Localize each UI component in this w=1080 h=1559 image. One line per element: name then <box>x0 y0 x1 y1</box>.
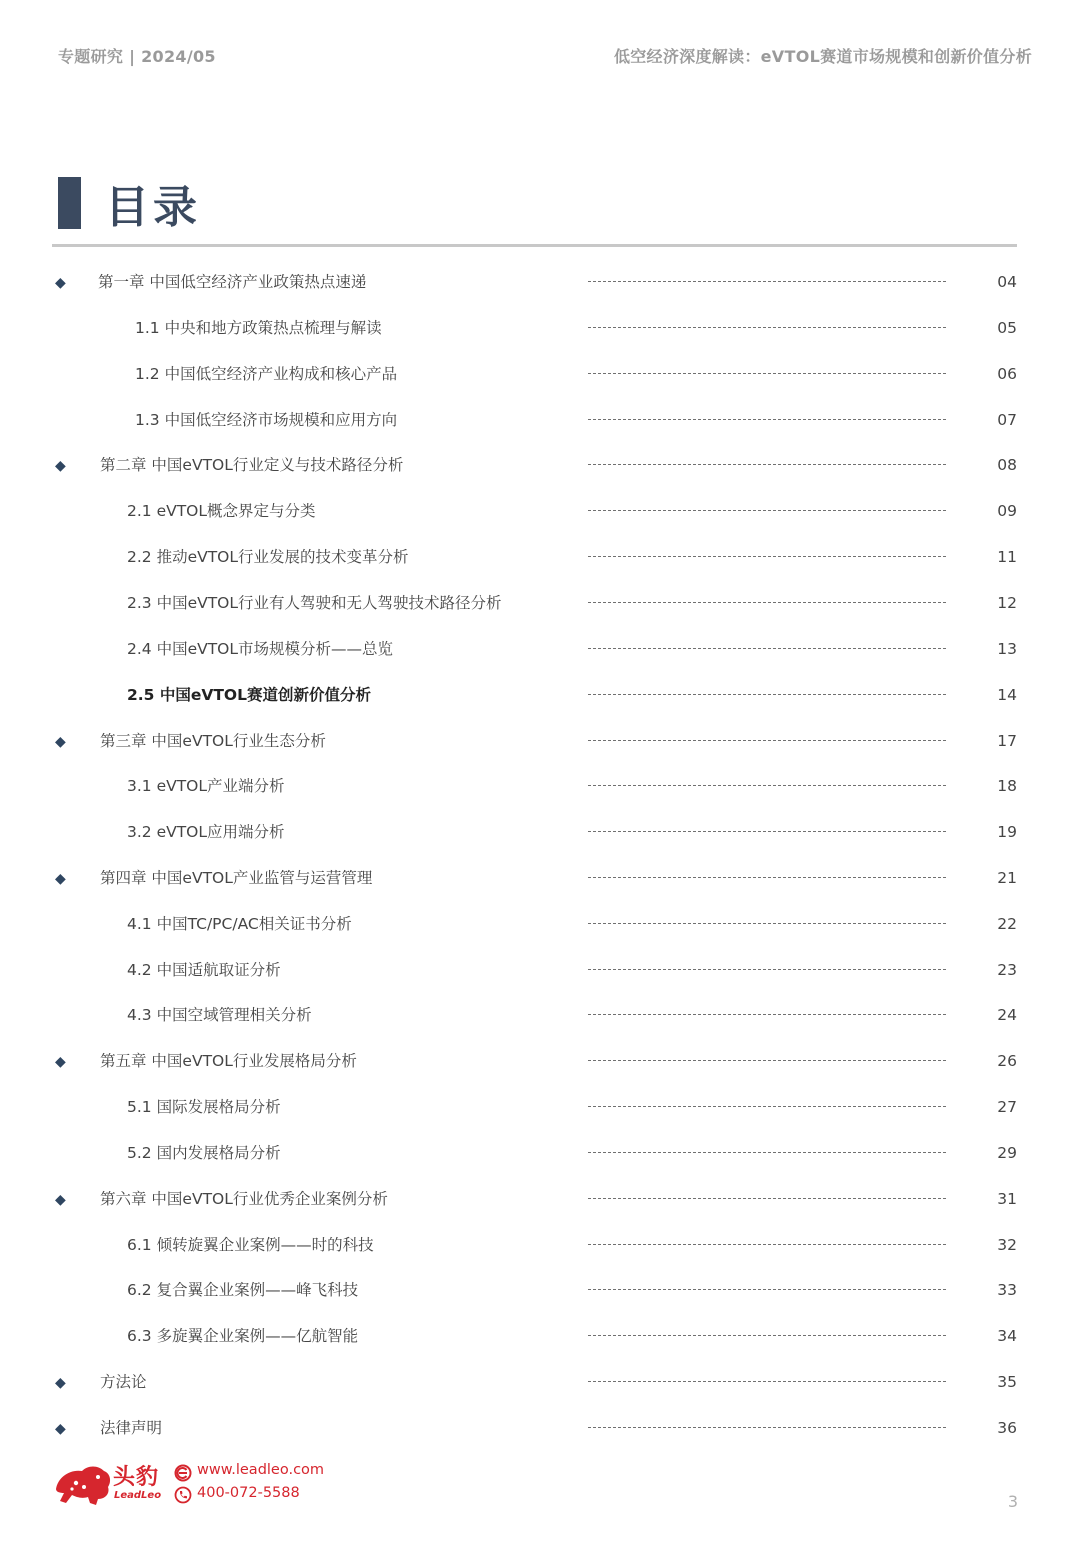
toc-entry-page: 24 <box>997 1006 1017 1024</box>
dotted-leader <box>588 923 946 924</box>
diamond-bullet-icon <box>55 1373 71 1393</box>
toc-entry-label: 2.3 中国eVTOL行业有人驾驶和无人驾驶技术路径分析 <box>127 594 502 612</box>
toc-entry-label: 5.2 国内发展格局分析 <box>127 1144 281 1162</box>
toc-entry-label: 1.3 中国低空经济市场规模和应用方向 <box>135 411 398 429</box>
toc-entry-chapter-5[interactable] <box>0 1049 1080 1079</box>
dotted-leader <box>588 1335 946 1336</box>
toc-entry-label: 第四章 中国eVTOL产业监管与运营管理 <box>100 869 373 887</box>
dotted-leader <box>588 1198 946 1199</box>
title-divider <box>52 244 1017 247</box>
diamond-bullet-icon <box>55 732 71 752</box>
header-right: 低空经济深度解读：eVTOL赛道市场规模和创新价值分析 <box>613 47 1032 66</box>
toc-entry-page: 12 <box>997 594 1017 612</box>
phone-number[interactable]: 400-072-5588 <box>197 1485 300 1501</box>
brand-name-cn: 头豹 <box>113 1465 160 1490</box>
toc-entry-chapter-6[interactable] <box>0 1187 1080 1217</box>
toc-entry-label: 第二章 中国eVTOL行业定义与技术路径分析 <box>100 456 404 474</box>
toc-entry-label: 2.2 推动eVTOL行业发展的技术变革分析 <box>127 548 409 566</box>
phone-icon <box>174 1486 192 1504</box>
dotted-leader <box>588 785 946 786</box>
toc-entry-1-3[interactable] <box>0 408 1080 438</box>
dotted-leader <box>588 694 946 695</box>
dotted-leader <box>588 373 946 374</box>
toc-entry-label: 6.3 多旋翼企业案例——亿航智能 <box>127 1327 359 1345</box>
dotted-leader <box>588 464 946 465</box>
toc-entry-page: 04 <box>997 273 1017 291</box>
toc-entry-label: 4.3 中国空域管理相关分析 <box>127 1006 312 1024</box>
dotted-leader <box>588 281 946 282</box>
toc-entry-label: 2.1 eVTOL概念界定与分类 <box>127 502 316 520</box>
dotted-leader <box>588 327 946 328</box>
diamond-bullet-icon <box>55 1190 71 1210</box>
web-e-icon <box>174 1464 192 1482</box>
toc-entry-label: 6.1 倾转旋翼企业案例——时的科技 <box>127 1236 374 1254</box>
toc-entry-4-3[interactable] <box>0 1003 1080 1033</box>
toc-entry-legal[interactable] <box>0 1416 1080 1446</box>
toc-entry-label: 第五章 中国eVTOL行业发展格局分析 <box>100 1052 357 1070</box>
toc-entry-6-2[interactable] <box>0 1278 1080 1308</box>
toc-entry-page: 36 <box>997 1419 1017 1437</box>
diamond-bullet-icon <box>55 869 71 889</box>
toc-entry-label: 1.1 中央和地方政策热点梳理与解读 <box>135 319 382 337</box>
toc-entry-page: 21 <box>997 869 1017 887</box>
dotted-leader <box>588 1152 946 1153</box>
toc-entry-page: 14 <box>997 686 1017 704</box>
toc-entry-chapter-1[interactable] <box>0 270 1080 300</box>
toc-entry-label: 4.2 中国适航取证分析 <box>127 961 281 979</box>
toc-entry-label: 1.2 中国低空经济产业构成和核心产品 <box>135 365 398 383</box>
toc-entry-2-3[interactable] <box>0 591 1080 621</box>
dotted-leader <box>588 969 946 970</box>
toc-entry-page: 13 <box>997 640 1017 658</box>
toc-entry-2-2[interactable] <box>0 545 1080 575</box>
toc-entry-page: 19 <box>997 823 1017 841</box>
dotted-leader <box>588 1014 946 1015</box>
toc-entry-page: 06 <box>997 365 1017 383</box>
toc-entry-page: 33 <box>997 1281 1017 1299</box>
page-number: 3 <box>1007 1492 1018 1511</box>
toc-entry-page: 17 <box>997 732 1017 750</box>
toc-entry-page: 05 <box>997 319 1017 337</box>
toc-entry-page: 35 <box>997 1373 1017 1391</box>
toc-entry-2-1[interactable] <box>0 499 1080 529</box>
toc-entry-2-4[interactable] <box>0 637 1080 667</box>
toc-entry-6-1[interactable] <box>0 1233 1080 1263</box>
toc-entry-5-2[interactable] <box>0 1141 1080 1171</box>
dotted-leader <box>588 1381 946 1382</box>
page-title: 目录 <box>105 182 201 233</box>
toc-entry-page: 34 <box>997 1327 1017 1345</box>
toc-entry-page: 32 <box>997 1236 1017 1254</box>
dotted-leader <box>588 556 946 557</box>
dotted-leader <box>588 419 946 420</box>
toc-entry-label: 3.1 eVTOL产业端分析 <box>127 777 285 795</box>
toc-entry-label: 法律声明 <box>100 1419 163 1437</box>
dotted-leader <box>588 510 946 511</box>
toc-entry-5-1[interactable] <box>0 1095 1080 1125</box>
toc-entry-chapter-4[interactable] <box>0 866 1080 896</box>
toc-entry-label: 第一章 中国低空经济产业政策热点速递 <box>98 273 367 291</box>
dotted-leader <box>588 740 946 741</box>
toc-entry-page: 08 <box>997 456 1017 474</box>
toc-entry-page: 26 <box>997 1052 1017 1070</box>
toc-entry-3-1[interactable] <box>0 774 1080 804</box>
toc-entry-page: 23 <box>997 961 1017 979</box>
toc-title-block <box>58 176 201 233</box>
toc-entry-4-1[interactable] <box>0 912 1080 942</box>
dotted-leader <box>588 877 946 878</box>
toc-entry-6-3[interactable] <box>0 1324 1080 1354</box>
toc-entry-label: 3.2 eVTOL应用端分析 <box>127 823 285 841</box>
diamond-bullet-icon <box>55 273 71 293</box>
header-left: 专题研究 | 2024/05 <box>58 47 216 66</box>
diamond-bullet-icon <box>55 456 71 476</box>
toc-entry-label: 第六章 中国eVTOL行业优秀企业案例分析 <box>100 1190 388 1208</box>
toc-entry-page: 11 <box>997 548 1017 566</box>
toc-entry-page: 22 <box>997 915 1017 933</box>
toc-entry-2-5[interactable] <box>0 683 1080 713</box>
toc-entry-page: 07 <box>997 411 1017 429</box>
toc-entry-label: 2.4 中国eVTOL市场规模分析——总览 <box>127 640 394 658</box>
dotted-leader <box>588 1106 946 1107</box>
toc-entry-label: 6.2 复合翼企业案例——峰飞科技 <box>127 1281 359 1299</box>
dotted-leader <box>588 1427 946 1428</box>
title-accent-bar <box>58 177 81 229</box>
toc-entry-1-1[interactable] <box>0 316 1080 346</box>
dotted-leader <box>588 1289 946 1290</box>
toc-entry-1-2[interactable] <box>0 362 1080 392</box>
toc-entry-page: 18 <box>997 777 1017 795</box>
dotted-leader <box>588 648 946 649</box>
dotted-leader <box>588 831 946 832</box>
dotted-leader <box>588 1244 946 1245</box>
toc-entry-label: 2.5 中国eVTOL赛道创新价值分析 <box>127 686 371 704</box>
diamond-bullet-icon <box>55 1052 71 1072</box>
brand-name-en: LeadLeo <box>114 1490 162 1501</box>
dotted-leader <box>588 1060 946 1061</box>
diamond-bullet-icon <box>55 1419 71 1439</box>
toc-entry-label: 第三章 中国eVTOL行业生态分析 <box>100 732 326 750</box>
toc-entry-page: 29 <box>997 1144 1017 1162</box>
toc-entry-methodology[interactable] <box>0 1370 1080 1400</box>
toc-entry-label: 5.1 国际发展格局分析 <box>127 1098 281 1116</box>
toc-entry-3-2[interactable] <box>0 820 1080 850</box>
toc-entry-label: 方法论 <box>100 1373 147 1391</box>
toc-entry-page: 27 <box>997 1098 1017 1116</box>
toc-entry-4-2[interactable] <box>0 958 1080 988</box>
toc-entry-chapter-2[interactable] <box>0 453 1080 483</box>
dotted-leader <box>588 602 946 603</box>
toc-entry-page: 31 <box>997 1190 1017 1208</box>
website-link[interactable]: www.leadleo.com <box>197 1462 325 1478</box>
toc-entry-page: 09 <box>997 502 1017 520</box>
toc-entry-label: 4.1 中国TC/PC/AC相关证书分析 <box>127 915 352 933</box>
toc-entry-chapter-3[interactable] <box>0 729 1080 759</box>
